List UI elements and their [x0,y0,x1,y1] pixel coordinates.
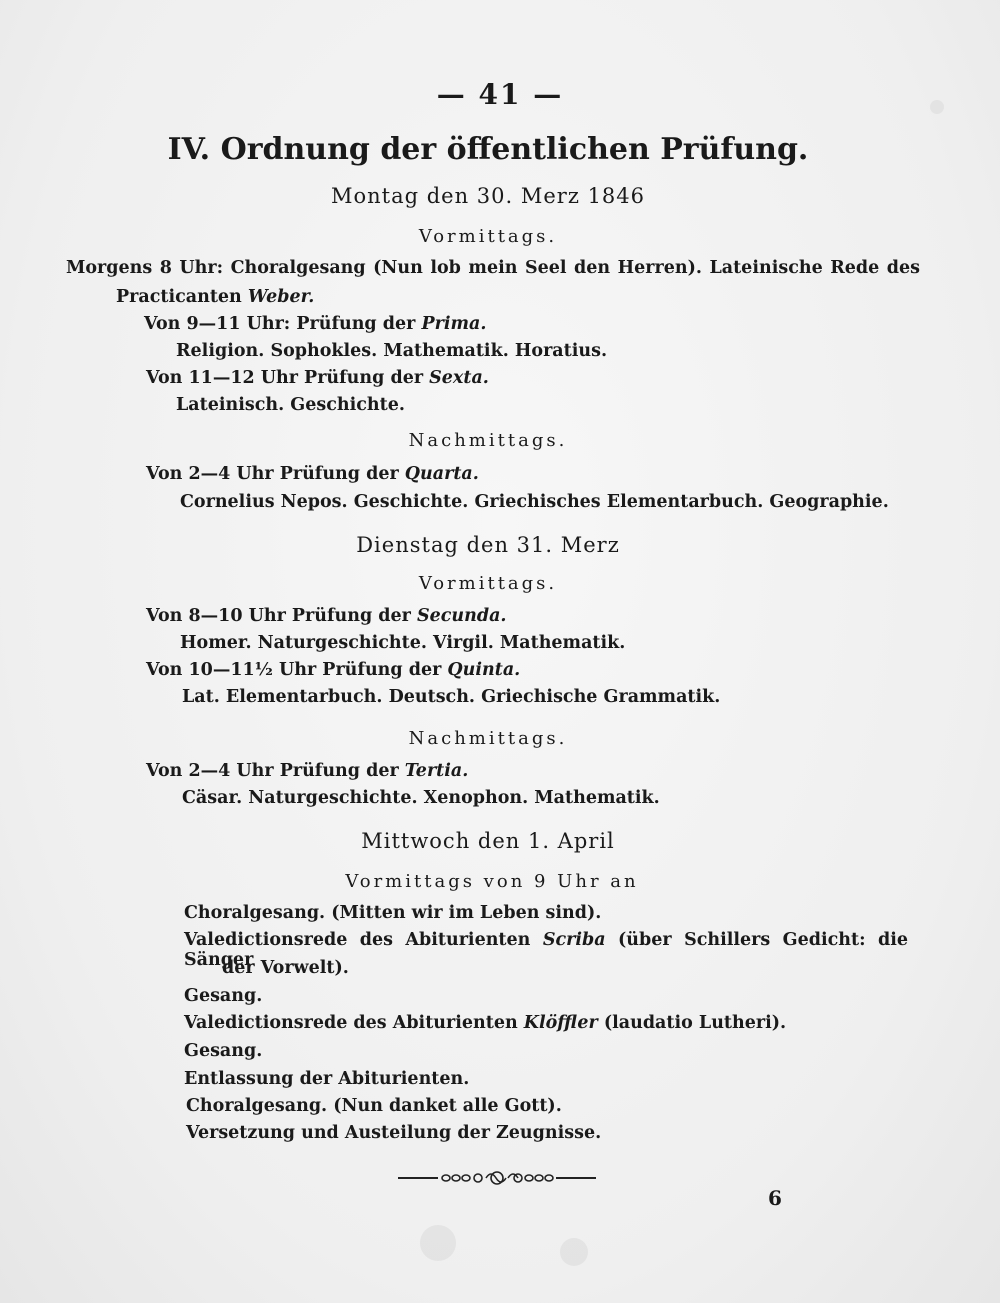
section-label-morning: Vormittags von 9 Uhr an [345,871,639,892]
schedule-line: Von 2—4 Uhr Prüfung der Tertia. [146,761,469,781]
program-line: Gesang. [184,1041,263,1061]
program-line: Choralgesang. (Mitten wir im Leben sind). [184,903,602,923]
schedule-line: Practicanten Weber. [116,287,315,307]
program-line: Valedictionsrede des Abiturienten Scriba (über Schillers Gedicht: die Sänger [184,930,909,970]
schedule-line: Von 8—10 Uhr Prüfung der Secunda. [146,606,507,626]
section-label-morning: Vormittags. [418,573,558,594]
section-label-afternoon: Nachmittags. [408,430,568,451]
schedule-line: Homer. Naturgeschichte. Virgil. Mathematik. [180,633,626,653]
name-scriba: Scriba [542,930,606,950]
paper-stain [420,1225,456,1261]
day-heading-wednesday: Mittwoch den 1. April [361,829,615,853]
program-line: Valedictionsrede des Abiturienten Klöffler (laudatio Lutheri). [184,1013,787,1033]
schedule-line: Lateinisch. Geschichte. [176,395,405,415]
schedule-line: Lat. Elementarbuch. Deutsch. Griechische Grammatik. [182,687,721,707]
paper-stain [560,1238,588,1266]
program-line: Versetzung und Austeilung der Zeugnisse. [186,1123,602,1143]
schedule-line: Cäsar. Naturgeschichte. Xenophon. Mathematik. [182,788,660,808]
day-heading-monday: Montag den 30. Merz 1846 [330,184,646,208]
program-line: Choralgesang. (Nun danket alle Gott). [186,1096,562,1116]
section-label-afternoon: Nachmittags. [408,728,568,749]
program-line: Entlassung der Abiturienten. [184,1069,470,1089]
page-number: — 41 — [436,78,564,111]
page-title: IV. Ordnung der öffentlichen Prüfung. [167,132,809,167]
schedule-line: Cornelius Nepos. Geschichte. Griechisches Elementarbuch. Geographie. [180,492,889,512]
ornament-divider [398,1168,596,1188]
schedule-line: Von 2—4 Uhr Prüfung der Quarta. [146,464,479,484]
signature-mark: 6 [768,1186,782,1210]
program-line: Gesang. [184,986,263,1006]
schedule-line: Religion. Sophokles. Mathematik. Horatius. [176,341,608,361]
section-label-morning: Vormittags. [418,226,558,247]
name-kloeffler: Klöffler [523,1013,598,1033]
day-heading-tuesday: Dienstag den 31. Merz [356,533,620,557]
schedule-line: Von 10—11½ Uhr Prüfung der Quinta. [146,660,521,680]
schedule-line: Von 11—12 Uhr Prüfung der Sexta. [146,368,489,388]
schedule-line: Von 9—11 Uhr: Prüfung der Prima. [144,314,487,334]
name-weber: Weber. [247,287,315,307]
program-line: der Vorwelt). [222,958,349,978]
schedule-line: Morgens 8 Uhr: Choralgesang (Nun lob mein Seel den Herren). Lateinische Rede des [66,258,920,278]
